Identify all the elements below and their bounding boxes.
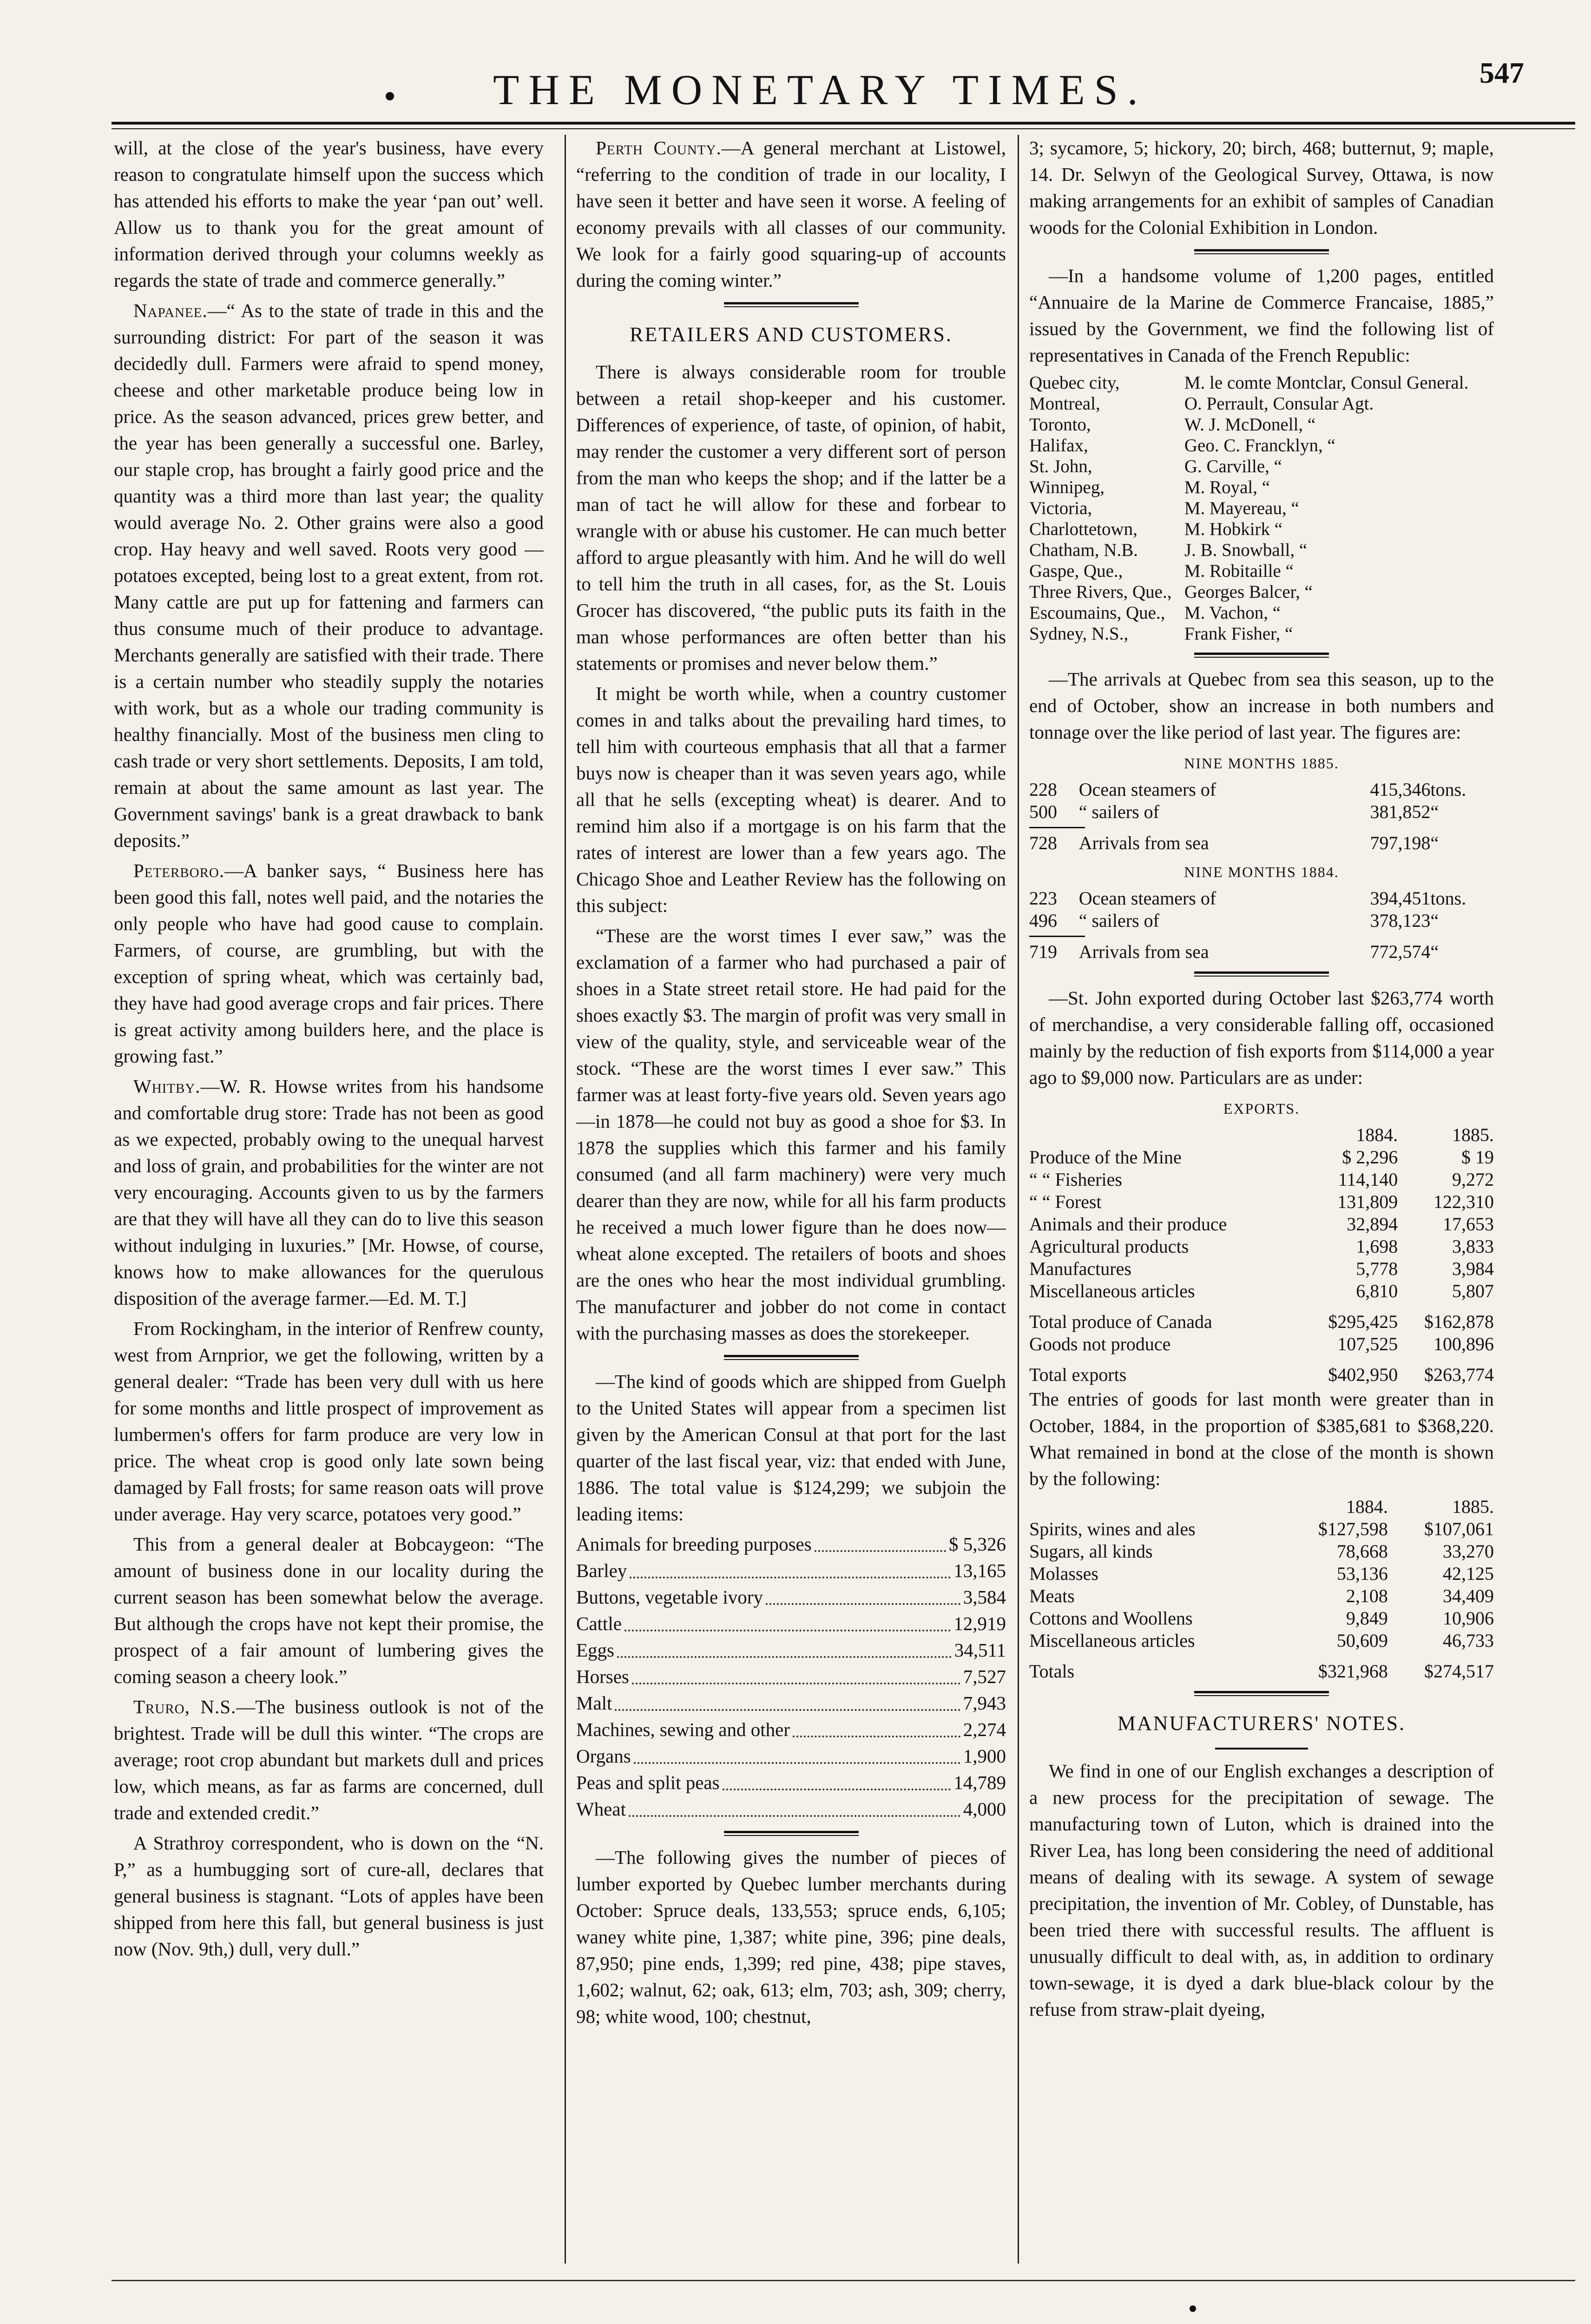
table-row <box>1029 1169 1494 1191</box>
column-rule-2 <box>1018 135 1019 2264</box>
label-cell: Produce of the Mine <box>1029 1147 1182 1168</box>
dot-leader <box>793 1717 960 1737</box>
paragraph: 3; sycamore, 5; hickory, 20; birch, 468; butternut, 9; maple, 14. Dr. Selwyn of the Geological Survey, Ottawa, is now making arrangements for an exhibit of samples of Canadian woods for the Colonial Exhibition in London. <box>1029 137 1494 238</box>
paragraph-peterboro <box>114 858 544 1070</box>
value-cell: 32,894 <box>1347 1214 1398 1235</box>
item-label: Barley <box>576 1560 627 1581</box>
paragraph-text: —The business outlook is not of the brightest. Trade will be dull this winter. “The crops are average; root crop abundant but markets dull and prices low, which means, as far as farms are concerned, dull trade and extended credit.” <box>114 1696 544 1823</box>
bond-table <box>1029 1496 1494 1683</box>
column-rule-1 <box>565 135 566 2264</box>
table-row <box>1029 623 1494 644</box>
label-cell: Agricultural products <box>1029 1236 1189 1257</box>
representative-cell: Geo. C. Francklyn, “ <box>1184 436 1335 456</box>
paragraph: “These are the worst times I ever saw,” was the exclamation of a farmer who had purchased a pair of shoes in a State street retail store. He had paid for the shoes exactly $3. The margin of profit was very small in view of the quality, style, and serviceable wear of the stock. “These are the worst times I ever saw.” This farmer was at least forty-five years old. Seven years ago—in 1878—he could not buy as good a shoe for $3. In 1878 the supplies which this farmer and his family consumed (and all farm machinery) were very much dearer than they are now, while for all his farm products he received a much lower figure than he does now—wheat alone excepted. The retailers of boots and shoes are the ones who hear the most individual grumbling. The manufacturer and jobber do not come in contact with the purchasing masses as does the storekeeper. <box>576 925 1006 1344</box>
city-cell: Chatham, N.B. <box>1029 540 1138 560</box>
paragraph-text: —A banker says, “ Business here has been good this fall, notes well paid, and the notaries the only people who have had good cause to complain. Farmers, of course, are grumbling, but with the exception of spring wheat, which was certainly bad, they have had good average crops and fair prices. There is great activity among builders here, and the place is growing fast.” <box>114 860 544 1067</box>
divider <box>724 302 859 307</box>
year-header: 1884. <box>1356 1124 1398 1145</box>
label-cell: “ sailers of <box>1078 801 1159 822</box>
table-row <box>1029 498 1494 519</box>
exports-table <box>1029 1124 1494 1386</box>
table-subheading: NINE MONTHS 1885. <box>1184 755 1339 772</box>
header-cell <box>1029 1124 1302 1146</box>
paragraph-strathroy: A Strathroy correspondent, who is down on the “N. P,” as a humbugging sort of cure-all, declares that general business is stagnant. “Lots of apples have been shipped from here this fall, but general business is just now (Nov. 9th,) dull, very dull.” <box>114 1832 544 1960</box>
table-row <box>1029 801 1494 823</box>
value-cell: 2,108 <box>1346 1585 1388 1606</box>
rule-cell <box>1029 1355 1494 1364</box>
table-row <box>1029 1280 1494 1302</box>
dot-leader <box>634 1743 960 1764</box>
city-cell: St. John, <box>1029 456 1092 476</box>
city-cell: Quebec city, <box>1029 373 1120 393</box>
rule-cell <box>1029 932 1494 941</box>
place-heading: Truro, N.S. <box>133 1696 237 1717</box>
unit-cell: “ <box>1430 832 1439 853</box>
section-heading: RETAILERS AND CUSTOMERS. <box>630 323 953 346</box>
representative-cell: M. Royal, “ <box>1184 477 1270 497</box>
value-cell: $274,517 <box>1424 1661 1494 1682</box>
table-row <box>1029 1146 1494 1169</box>
value-cell: 10,906 <box>1443 1608 1494 1629</box>
paragraph-arrivals: —The arrivals at Quebec from sea this season, up to the end of October, show an increase in both numbers and tonnage over the like period of last year. The figures are: <box>1029 668 1494 743</box>
total-row <box>1029 1311 1494 1333</box>
item-value: 2,274 <box>963 1719 1006 1740</box>
value-cell: 53,136 <box>1336 1563 1388 1584</box>
paragraph-rockingham: From Rockingham, in the interior of Renfrew county, west from Arnprior, we get the following, written by a general dealer: “Trade has been very dull with us here for some months and little prospect of improvement as lumbermen's offers for farm produce are very low in price. The wheat crop is good only late sown being damaged by Fall frosts; for same reason oats will prove under average. Hay very scarce, potatoes very good.” <box>114 1318 544 1525</box>
value-cell: 5,778 <box>1356 1258 1398 1279</box>
rule-row <box>1029 823 1494 832</box>
table-row <box>1029 1518 1494 1540</box>
value-cell: $127,598 <box>1318 1519 1388 1539</box>
divider <box>724 1831 859 1836</box>
representative-cell: M. Hobkirk “ <box>1184 519 1283 539</box>
unit-cell: “ <box>1430 801 1439 822</box>
table-header-row <box>1029 1124 1494 1146</box>
total-row <box>1029 941 1494 963</box>
value-cell: 9,849 <box>1346 1608 1388 1629</box>
label-cell: Spirits, wines and ales <box>1029 1519 1196 1539</box>
arrivals-1884-table <box>1029 887 1494 963</box>
label-cell: Total produce of Canada <box>1029 1311 1212 1332</box>
label-cell: Ocean steamers of <box>1078 779 1216 800</box>
place-heading: Napanee. <box>133 300 208 321</box>
list-item <box>576 1690 1006 1717</box>
value-cell: 3,984 <box>1452 1258 1494 1279</box>
value-cell: 131,809 <box>1337 1191 1398 1212</box>
section-heading: MANUFACTURERS' NOTES. <box>1117 1712 1406 1735</box>
value-cell: 394,451 <box>1370 888 1431 909</box>
table-row <box>1029 1563 1494 1585</box>
label-cell: Total exports <box>1029 1364 1127 1385</box>
guelph-items-list <box>576 1531 1006 1822</box>
paragraph: will, at the close of the year's business, have every reason to congratulate himself upon the success which has attended his efforts to make the year ‘pan out’ well. Allow us to thank you for the great amount of information derived through your columns weekly as regards the state of trade and commerce generally.” <box>114 137 544 291</box>
label-cell: “ “ Forest <box>1029 1191 1102 1212</box>
item-value: 7,527 <box>963 1666 1006 1687</box>
paragraph-bobcaygeon: This from a general dealer at Bobcaygeon: “The amount of business done in our locality during the current season has been somewhat below the average. But although the crops have not kept their promise, the prospect of a fair amount of lumbering gives the coming season a cheery look.” <box>114 1533 544 1687</box>
value-cell: 78,668 <box>1336 1541 1388 1562</box>
count-cell: 500 <box>1029 801 1057 822</box>
value-cell: $295,425 <box>1328 1311 1398 1332</box>
item-label: Peas and split peas <box>576 1772 720 1793</box>
divider <box>1194 971 1329 977</box>
newspaper-title: THE MONETARY TIMES. <box>493 66 1147 113</box>
item-label: Horses <box>576 1666 629 1687</box>
list-item <box>576 1611 1006 1637</box>
label-cell: Sugars, all kinds <box>1029 1541 1153 1562</box>
count-cell: 228 <box>1029 779 1057 800</box>
value-cell: 797,198 <box>1370 832 1431 853</box>
representative-cell: J. B. Snowball, “ <box>1184 540 1308 560</box>
total-row <box>1029 832 1494 854</box>
table-row <box>1029 1540 1494 1563</box>
item-label: Buttons, vegetable ivory <box>576 1586 763 1608</box>
count-cell: 223 <box>1029 888 1057 909</box>
city-cell: Gaspe, Que., <box>1029 561 1123 581</box>
rule-cell <box>1029 1302 1494 1311</box>
unit-cell: tons. <box>1430 779 1466 800</box>
year-header: 1884. <box>1346 1496 1388 1517</box>
value-cell: 378,123 <box>1370 910 1431 931</box>
table-row <box>1029 1213 1494 1235</box>
label-cell: Molasses <box>1029 1563 1098 1584</box>
column-2 <box>576 135 1006 2282</box>
value-cell: 5,807 <box>1452 1281 1494 1301</box>
representatives-table <box>1029 372 1494 644</box>
unit-cell: “ <box>1430 910 1439 931</box>
value-cell: 415,346 <box>1370 779 1431 800</box>
value-cell: $162,878 <box>1424 1311 1494 1332</box>
place-heading: Perth County. <box>596 137 722 158</box>
paragraph-text: —A general merchant at Listowel, “referring to the condition of trade in our locality, I have seen it better and have seen it worse. A feeling of economy prevails with all classes of our community. We look for a fairly good squaring-up of accounts during the coming winter.” <box>576 137 1006 291</box>
table-row <box>1029 1585 1494 1607</box>
footer-dot <box>1190 2305 1196 2312</box>
footer-rule <box>112 2280 1575 2281</box>
representative-cell: M. Mayereau, “ <box>1184 498 1299 518</box>
value-cell: 381,852 <box>1370 801 1431 822</box>
label-cell: “ sailers of <box>1078 910 1159 931</box>
table-row <box>1029 1258 1494 1280</box>
paragraph: It might be worth while, when a country customer comes in and talks about the prevailing hard times, to tell him with courteous emphasis that all that a farmer buys now is cheaper than it was seven years ago, while all that he sells (excepting wheat) is dearer. And to remind him also if a mortgage is on his farm that the rates of interest are lower than a few years ago. The Chicago Shoe and Leather Review has the following on this subject: <box>576 683 1006 916</box>
label-cell: Ocean steamers of <box>1078 888 1216 909</box>
table-row <box>1029 540 1494 561</box>
value-cell: $321,968 <box>1318 1661 1388 1682</box>
dot-leader <box>625 1611 951 1631</box>
value-cell: 46,733 <box>1443 1630 1494 1651</box>
count-cell: 719 <box>1029 941 1057 962</box>
page-number: 547 <box>1479 56 1524 89</box>
item-value: 1,900 <box>963 1745 1006 1767</box>
value-cell: $ 19 <box>1461 1147 1494 1168</box>
list-item <box>576 1664 1006 1690</box>
value-cell: 114,140 <box>1338 1169 1398 1190</box>
city-cell: Victoria, <box>1029 498 1092 518</box>
rule-row <box>1029 1355 1494 1364</box>
label-cell: Manufactures <box>1029 1258 1131 1279</box>
representative-cell: Frank Fisher, “ <box>1184 624 1293 644</box>
arrivals-1885-table <box>1029 779 1494 854</box>
value-cell: 34,409 <box>1443 1585 1494 1606</box>
table-row <box>1029 602 1494 623</box>
representative-cell: M. Robitaille “ <box>1184 561 1294 581</box>
table-subheading: NINE MONTHS 1884. <box>1184 864 1339 880</box>
table-row <box>1029 393 1494 414</box>
rule-cell <box>1029 1652 1494 1660</box>
city-cell: Three Rivers, Que., <box>1029 582 1172 602</box>
header-rule <box>112 122 1575 125</box>
city-cell: Escoumains, Que., <box>1029 603 1165 623</box>
label-cell: Arrivals from sea <box>1078 941 1209 962</box>
item-value: 4,000 <box>963 1798 1006 1820</box>
representative-cell: W. J. McDonell, “ <box>1184 415 1316 435</box>
list-item <box>576 1796 1006 1822</box>
header-rule-thin <box>112 128 1575 129</box>
paragraph-text: —W. R. Howse writes from his handsome and comfortable drug store: Trade has not been as good as we expected, probably owing to the unequal harvest and loss of grain, and probabilities for the winter are not very encouraging. Accounts given to us by the farmers are that they will have all they can do to live this season without indulging in luxuries.” [Mr. Howse, of course, knows how to make allowances for the querulous disposition of the average farmer.—Ed. M. T.] <box>114 1076 544 1309</box>
paragraph-annuaire: —In a handsome volume of 1,200 pages, entitled “Annuaire de la Marine de Commerce Francaise, 1885,” issued by the Government, we find the following list of representatives in Canada of the French Republic: <box>1029 265 1494 366</box>
value-cell: 17,653 <box>1443 1214 1494 1235</box>
rule-cell <box>1029 823 1494 832</box>
item-label: Machines, sewing and other <box>576 1719 790 1740</box>
item-label: Eggs <box>576 1639 614 1661</box>
city-cell: Charlottetown, <box>1029 519 1137 539</box>
divider <box>1194 653 1329 658</box>
dot-leader <box>723 1769 951 1790</box>
city-cell: Montreal, <box>1029 394 1100 414</box>
value-cell: 9,272 <box>1452 1169 1494 1190</box>
label-cell: Cottons and Woollens <box>1029 1608 1193 1629</box>
table-row <box>1029 519 1494 540</box>
dot-leader <box>629 1796 960 1817</box>
label-cell: Arrivals from sea <box>1078 832 1209 853</box>
dot-leader <box>617 1637 952 1658</box>
value-cell: $107,061 <box>1424 1519 1494 1539</box>
paragraph-truro <box>114 1694 544 1826</box>
table-row <box>1029 910 1494 932</box>
paragraph-text: —“ As to the state of trade in this and the surrounding district: For part of the season it was decidedly dull. Farmers were afraid to spend money, cheese and other marketable produce being low in price. As the season advanced, prices grew better, and the year has been generally a successful one. Barley, our staple crop, has brought a fairly good price and the quantity was a third more than last year; the quality would average No. 2. Other grains were also a good crop. Hay heavy and well saved. Roots very good —potatoes excepted, being lost to a great extent, from rot. Many cattle are put up for fattening and farmers can thus consume much of their produce to advantage. Merchants generally are satisfied with their trade. There is a certain number who steadily supply the notaries with work, but as a whole our trading community is healthy financially. Most of the business men cling to cash trade or very short settlements. Deposits, I am told, remain at about the same amount as last year. The Government savings' bank is a great drawback to bank deposits.” <box>114 300 544 851</box>
table-row <box>1029 887 1494 910</box>
value-cell: 100,896 <box>1433 1334 1494 1354</box>
table-header-row <box>1029 1496 1494 1518</box>
value-cell: 772,574 <box>1370 941 1431 962</box>
table-row <box>1029 581 1494 602</box>
table-row <box>1029 456 1494 477</box>
table-row <box>1029 435 1494 456</box>
divider <box>1194 249 1329 254</box>
item-value: 7,943 <box>963 1692 1006 1714</box>
item-label: Malt <box>576 1692 612 1714</box>
dot-leader <box>766 1584 960 1605</box>
value-cell: $263,774 <box>1424 1364 1494 1385</box>
label-cell: Meats <box>1029 1585 1075 1606</box>
item-label: Wheat <box>576 1798 626 1820</box>
dot-leader <box>815 1531 946 1552</box>
representative-cell: M. Vachon, “ <box>1184 603 1281 623</box>
place-heading: Peterboro. <box>133 860 225 881</box>
label-cell: Animals and their produce <box>1029 1214 1227 1235</box>
column-3 <box>1029 135 1494 2282</box>
list-item <box>576 1558 1006 1584</box>
count-cell: 496 <box>1029 910 1057 931</box>
item-label: Cattle <box>576 1613 622 1634</box>
table-row <box>1029 1607 1494 1630</box>
paragraph-guelph: —The kind of goods which are shipped from Guelph to the United States will appear from a specimen list given by the American Consul at that port for the last quarter of the last fiscal year, viz: that ended with June, 1886. The total value is $124,299; we subjoin the leading items: <box>576 1371 1006 1525</box>
label-cell: Totals <box>1029 1661 1075 1682</box>
item-value: 12,919 <box>953 1613 1006 1634</box>
label-cell: Goods not produce <box>1029 1334 1171 1354</box>
paragraph-whitby <box>114 1073 544 1312</box>
item-value: 3,584 <box>963 1586 1006 1608</box>
table-row <box>1029 1191 1494 1213</box>
city-cell: Halifax, <box>1029 436 1088 456</box>
representative-cell: M. le comte Montclar, Consul General. <box>1184 373 1469 393</box>
item-value: 13,165 <box>953 1560 1006 1581</box>
dot-leader <box>632 1664 960 1684</box>
column-1 <box>114 135 544 2282</box>
paragraph-stjohn: —St. John exported during October last $263,774 worth of merchandise, a very considerable falling off, occasioned mainly by the reduction of fish exports from $114,000 a year ago to $9,000 now. Particulars are as under: <box>1029 987 1494 1088</box>
total-row <box>1029 1364 1494 1386</box>
place-heading: Whitby. <box>133 1076 201 1097</box>
rule-row <box>1029 1652 1494 1660</box>
table-row <box>1029 414 1494 435</box>
paragraph-perth <box>576 135 1006 294</box>
label-cell: Miscellaneous articles <box>1029 1630 1195 1651</box>
table-row <box>1029 779 1494 801</box>
value-cell: 107,525 <box>1337 1334 1398 1354</box>
representative-cell: Georges Balcer, “ <box>1184 582 1313 602</box>
item-label: Animals for breeding purposes <box>576 1533 812 1555</box>
value-cell: 33,270 <box>1443 1541 1494 1562</box>
paragraph-entries: The entries of goods for last month were greater than in October, 1884, in the proportion of $385,681 to $368,220. What remained in bond at the close of the month is shown by the following: <box>1029 1388 1494 1489</box>
dot-leader <box>630 1558 951 1578</box>
label-cell: Miscellaneous articles <box>1029 1281 1195 1301</box>
rule-row <box>1029 932 1494 941</box>
value-cell: $ 2,296 <box>1342 1147 1398 1168</box>
city-cell: Winnipeg, <box>1029 477 1104 497</box>
value-cell: 3,833 <box>1452 1236 1494 1257</box>
list-item <box>576 1769 1006 1796</box>
year-header: 1885. <box>1452 1124 1494 1145</box>
item-value: $ 5,326 <box>949 1533 1006 1555</box>
unit-cell: tons. <box>1430 888 1466 909</box>
value-cell: 42,125 <box>1443 1563 1494 1584</box>
table-row <box>1029 1630 1494 1652</box>
value-cell: 6,810 <box>1356 1281 1398 1301</box>
unit-cell: “ <box>1430 941 1439 962</box>
item-label: Organs <box>576 1745 631 1767</box>
table-subheading: EXPORTS. <box>1223 1100 1300 1117</box>
paragraph: There is always considerable room for trouble between a retail shop-keeper and his customer. Differences of experience, of taste, of opinion, of habit, may render the customer a very different sort of person from the man who keeps the shop; and if the latter be a man of tact he will allow for these and forbear to wrangle with or abuse his customer. He can much better afford to argue pleasantly with him. And he will do well to tell him the truth in all cases, for, as the St. Louis Grocer has discovered, “the public puts its faith in the man whose performances are often better than his statements or promises and never below them.” <box>576 361 1006 674</box>
value-cell: 122,310 <box>1433 1191 1494 1212</box>
list-item <box>576 1743 1006 1769</box>
list-item <box>576 1717 1006 1743</box>
paragraph-manufacturers: We find in one of our English exchanges a description of a new process for the precipitation of sewage. The manufacturing town of Luton, which is drained into the River Lea, has long been considering the need of additional means of dealing with its sewage. A system of sewage precipitation, the invention of Mr. Cobley, of Dunstable, has been tried there with successful results. The affluent is unusually difficult to deal with, as, in addition to ordinary town-sewage, it is dyed a dark blue-black colour by the refuse from straw-plait dyeing, <box>1029 1760 1494 2020</box>
paragraph-lumber: —The following gives the number of pieces of lumber exported by Quebec lumber merchants during October: Spruce deals, 133,553; spruce ends, 6,105; waney white pine, 1,387; white pine, 396; pine deals, 87,950; pine ends, 1,399; red pine, 438; pipe staves, 1,602; walnut, 62; oak, 613; elm, 703; ash, 309; cherry, 98; white wood, 100; chestnut, <box>576 1847 1006 2027</box>
value-cell: 1,698 <box>1356 1236 1398 1257</box>
header-cell <box>1029 1496 1282 1518</box>
paragraph-napanee <box>114 297 544 854</box>
table-row <box>1029 372 1494 393</box>
list-item <box>576 1584 1006 1611</box>
divider <box>724 1355 859 1360</box>
masthead <box>112 56 1529 125</box>
total-row <box>1029 1660 1494 1683</box>
value-cell: 50,609 <box>1336 1630 1388 1651</box>
count-cell: 728 <box>1029 832 1057 853</box>
label-cell: “ “ Fisheries <box>1029 1169 1122 1190</box>
list-item <box>576 1637 1006 1664</box>
city-cell: Toronto, <box>1029 415 1091 435</box>
year-header: 1885. <box>1452 1496 1494 1517</box>
city-cell: Sydney, N.S., <box>1029 624 1129 644</box>
divider <box>1194 1691 1329 1696</box>
rule-row <box>1029 1302 1494 1311</box>
item-value: 34,511 <box>954 1639 1006 1661</box>
total-row <box>1029 1333 1494 1355</box>
divider <box>1215 1748 1308 1750</box>
table-row <box>1029 477 1494 498</box>
table-row <box>1029 1235 1494 1258</box>
list-item <box>576 1531 1006 1558</box>
representative-cell: O. Perrault, Consular Agt. <box>1184 394 1374 414</box>
value-cell: $402,950 <box>1328 1364 1398 1385</box>
representative-cell: G. Carville, “ <box>1184 456 1282 476</box>
item-value: 14,789 <box>953 1772 1006 1793</box>
dot-leader <box>615 1690 960 1711</box>
table-row <box>1029 561 1494 581</box>
